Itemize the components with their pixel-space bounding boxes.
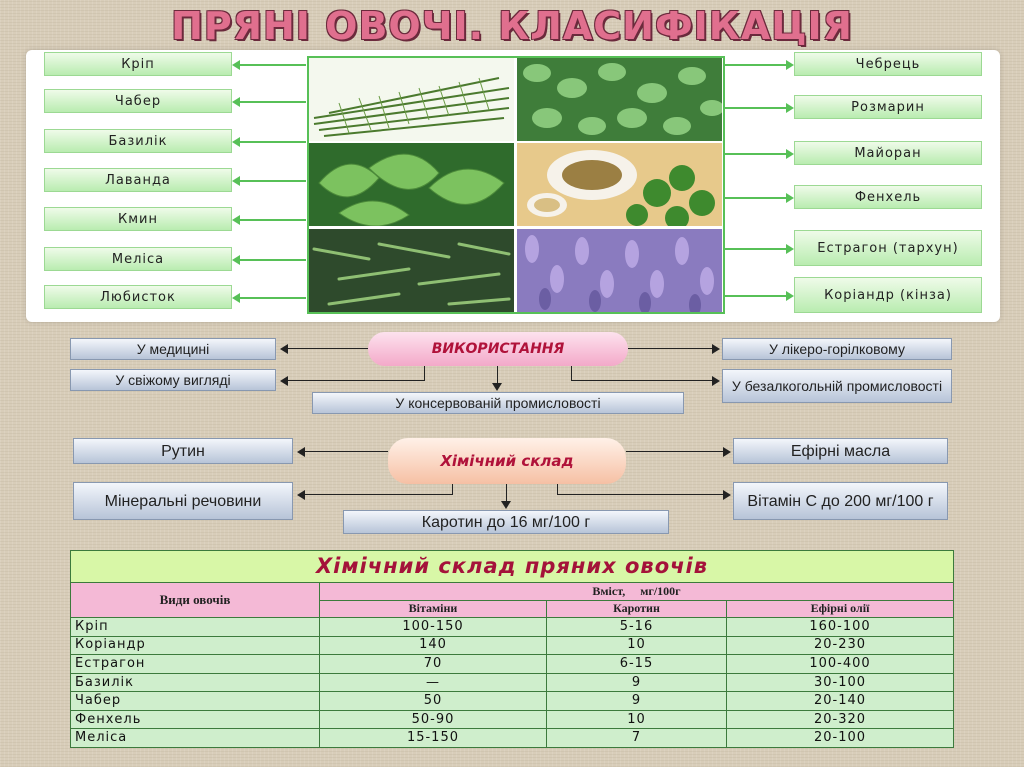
table-row — [71, 673, 954, 692]
left-item-5: Меліса — [44, 247, 232, 271]
herb-photo-grid — [307, 56, 725, 314]
col-header-carotene: Каротин — [546, 600, 726, 618]
right-arrow — [722, 248, 786, 250]
cell-name: Фенхель — [71, 710, 320, 729]
right-arrow — [722, 153, 786, 155]
table-row — [71, 618, 954, 637]
connector-line — [288, 380, 425, 381]
chem-left-1: Мінеральні речовини — [73, 482, 293, 520]
tarragon-photo — [309, 229, 515, 312]
connector-line — [305, 451, 388, 452]
connector-line — [626, 451, 723, 452]
cell-vitamins: 70 — [320, 655, 547, 674]
left-arrow — [240, 141, 306, 143]
left-arrow — [240, 64, 306, 66]
arrow-head — [492, 383, 502, 391]
connector-line — [424, 366, 425, 380]
chem-right-0: Ефірні масла — [733, 438, 948, 464]
page-title: ПРЯНІ ОВОЧІ. КЛАСИФІКАЦІЯ — [171, 4, 853, 48]
connector-line — [557, 484, 558, 494]
right-arrow — [722, 295, 786, 297]
right-item-1: Розмарин — [794, 95, 982, 119]
cell-carotene: 9 — [546, 673, 726, 692]
melissa-photo — [309, 143, 515, 226]
arrow-head — [501, 501, 511, 509]
col-group-header: Види овочів — [71, 582, 320, 617]
usage-left-1: У свіжому вигляді — [70, 369, 276, 391]
chem-center: Хімічний склад — [388, 438, 626, 484]
table-title: Хімічний склад пряних овочів — [71, 551, 954, 583]
arrow-head — [723, 447, 731, 457]
cell-oils: 30-100 — [727, 673, 954, 692]
left-arrow — [240, 297, 306, 299]
connector-line — [452, 484, 453, 494]
connector-line — [571, 366, 572, 380]
cell-oils: 20-230 — [727, 636, 954, 655]
arrow-head — [297, 447, 305, 457]
left-item-3: Лаванда — [44, 168, 232, 192]
right-arrow — [722, 64, 786, 66]
left-item-4: Кмин — [44, 207, 232, 231]
cell-carotene: 9 — [546, 692, 726, 711]
coriander-photo — [517, 143, 723, 226]
cell-oils: 20-140 — [727, 692, 954, 711]
connector-line — [288, 348, 368, 349]
cell-name: Базилік — [71, 673, 320, 692]
cell-carotene: 10 — [546, 710, 726, 729]
arrow-head — [712, 376, 720, 386]
cell-carotene: 5-16 — [546, 618, 726, 637]
marjoram-photo — [517, 58, 723, 141]
connector-line — [506, 484, 507, 502]
chem-bottom: Каротин до 16 мг/100 г — [343, 510, 669, 534]
arrow-head — [297, 490, 305, 500]
right-item-2: Майоран — [794, 141, 982, 165]
usage-right-1: У безалкогольній промисловості — [722, 369, 952, 403]
usage-left-0: У медицині — [70, 338, 276, 360]
arrow-head — [712, 344, 720, 354]
chem-left-0: Рутин — [73, 438, 293, 464]
cell-oils: 20-100 — [727, 729, 954, 748]
left-item-0: Кріп — [44, 52, 232, 76]
cell-name: Чабер — [71, 692, 320, 711]
dill-photo — [309, 58, 515, 141]
usage-right-0: У лікеро-горілковому — [722, 338, 952, 360]
col-header-oils: Ефірні олії — [727, 600, 954, 618]
cell-vitamins: 50 — [320, 692, 547, 711]
col-header-vitamins: Вітаміни — [320, 600, 547, 618]
left-item-2: Базилік — [44, 129, 232, 153]
connector-line — [305, 494, 453, 495]
cell-name: Меліса — [71, 729, 320, 748]
cell-oils: 100-400 — [727, 655, 954, 674]
right-item-0: Чебрець — [794, 52, 982, 76]
lavender-photo — [517, 229, 723, 312]
cell-carotene: 6-15 — [546, 655, 726, 674]
cell-name: Коріандр — [71, 636, 320, 655]
left-item-6: Любисток — [44, 285, 232, 309]
table-row — [71, 636, 954, 655]
right-arrow — [722, 197, 786, 199]
arrow-head — [723, 490, 731, 500]
cell-vitamins: — — [320, 673, 547, 692]
right-item-5: Коріандр (кінза) — [794, 277, 982, 313]
table-row — [71, 729, 954, 748]
chem-right-1: Вітамін С до 200 мг/100 г — [733, 482, 948, 520]
connector-line — [497, 366, 498, 384]
left-arrow — [240, 180, 306, 182]
usage-center: ВИКОРИСТАННЯ — [368, 332, 628, 366]
cell-vitamins: 100-150 — [320, 618, 547, 637]
cell-vitamins: 140 — [320, 636, 547, 655]
cell-vitamins: 50-90 — [320, 710, 547, 729]
cell-carotene: 10 — [546, 636, 726, 655]
arrow-head — [280, 376, 288, 386]
usage-bottom: У консервованій промисловості — [312, 392, 684, 414]
table-row — [71, 692, 954, 711]
cell-carotene: 7 — [546, 729, 726, 748]
arrow-head — [280, 344, 288, 354]
cell-oils: 20-320 — [727, 710, 954, 729]
right-item-3: Фенхель — [794, 185, 982, 209]
left-arrow — [240, 259, 306, 261]
content-header: Вміст, мг/100г — [320, 582, 954, 600]
left-item-1: Чабер — [44, 89, 232, 113]
table-row — [71, 710, 954, 729]
cell-name: Естрагон — [71, 655, 320, 674]
composition-table — [70, 550, 954, 748]
right-item-4: Естрагон (тархун) — [794, 230, 982, 266]
left-arrow — [240, 101, 306, 103]
connector-line — [557, 494, 723, 495]
left-arrow — [240, 219, 306, 221]
cell-vitamins: 15-150 — [320, 729, 547, 748]
cell-name: Кріп — [71, 618, 320, 637]
table-row — [71, 655, 954, 674]
connector-line — [571, 380, 712, 381]
right-arrow — [722, 107, 786, 109]
connector-line — [628, 348, 712, 349]
cell-oils: 160-100 — [727, 618, 954, 637]
